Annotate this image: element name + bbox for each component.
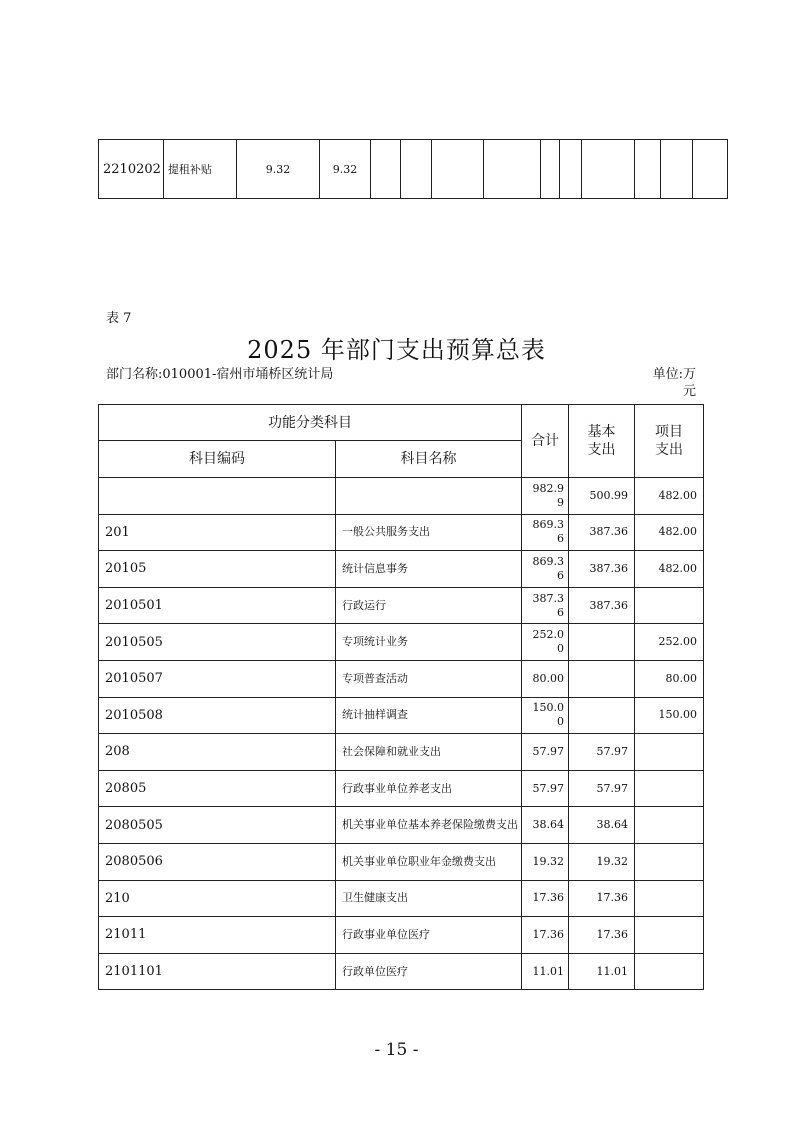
row-name: 卫生健康支出 bbox=[336, 880, 522, 917]
row-project: 482.00 bbox=[635, 478, 704, 515]
row-name: 行政运行 bbox=[336, 587, 522, 624]
row-project bbox=[635, 587, 704, 624]
row-code: 2010507 bbox=[99, 660, 336, 697]
empty-cell bbox=[401, 140, 431, 199]
row-basic: 17.36 bbox=[569, 917, 635, 954]
row-code: 21011 bbox=[99, 917, 336, 954]
row-basic: 57.97 bbox=[569, 734, 635, 771]
page-number: - 15 - bbox=[374, 1040, 419, 1060]
row-project bbox=[635, 734, 704, 771]
row-name: 提租补贴 bbox=[163, 140, 236, 199]
row-total: 869.36 bbox=[522, 514, 569, 551]
row-project: 80.00 bbox=[635, 660, 704, 697]
row-basic: 387.36 bbox=[569, 587, 635, 624]
row-name: 机关事业单位职业年金缴费支出 bbox=[336, 843, 522, 880]
row-name: 一般公共服务支出 bbox=[336, 514, 522, 551]
row-basic: 19.32 bbox=[569, 843, 635, 880]
header-basic: 基本支出 bbox=[569, 405, 635, 478]
row-basic: 38.64 bbox=[569, 807, 635, 844]
empty-cell bbox=[559, 140, 581, 199]
table-row bbox=[99, 140, 728, 199]
empty-cell bbox=[660, 140, 692, 199]
department-name: 部门名称:010001-宿州市埇桥区统计局 bbox=[106, 367, 334, 382]
unit-label: 单位:万元 bbox=[652, 367, 696, 399]
empty-cell bbox=[484, 140, 541, 199]
row-name: 统计信息事务 bbox=[336, 551, 522, 588]
row-project: 482.00 bbox=[635, 551, 704, 588]
row-code bbox=[99, 478, 336, 515]
row-code: 2101101 bbox=[99, 953, 336, 990]
empty-cell bbox=[541, 140, 559, 199]
row-total: 80.00 bbox=[522, 660, 569, 697]
expenditure-budget-table bbox=[98, 404, 704, 990]
row-project bbox=[635, 843, 704, 880]
table-row bbox=[99, 660, 704, 697]
row-name: 行政单位医疗 bbox=[336, 953, 522, 990]
row-basic: 17.36 bbox=[569, 880, 635, 917]
table-row bbox=[99, 807, 704, 844]
header-total: 合计 bbox=[522, 405, 569, 478]
table-row bbox=[99, 843, 704, 880]
row-basic: 11.01 bbox=[569, 953, 635, 990]
row-code: 20105 bbox=[99, 551, 336, 588]
row-total: 19.32 bbox=[522, 843, 569, 880]
row-name: 机关事业单位基本养老保险缴费支出 bbox=[336, 807, 522, 844]
row-total: 57.97 bbox=[522, 770, 569, 807]
empty-cell bbox=[431, 140, 484, 199]
row-basic bbox=[569, 624, 635, 661]
row-basic bbox=[569, 660, 635, 697]
row-project: 150.00 bbox=[635, 697, 704, 734]
row-total: 150.00 bbox=[522, 697, 569, 734]
page-title: 2025 年部门支出预算总表 bbox=[247, 336, 546, 364]
continued-table bbox=[98, 139, 728, 199]
row-code: 20805 bbox=[99, 770, 336, 807]
table-row bbox=[99, 953, 704, 990]
table-row bbox=[99, 587, 704, 624]
row-code: 2080505 bbox=[99, 807, 336, 844]
table-row bbox=[99, 478, 704, 515]
row-basic: 387.36 bbox=[569, 551, 635, 588]
table-row bbox=[99, 551, 704, 588]
table-row bbox=[99, 917, 704, 954]
empty-cell bbox=[581, 140, 634, 199]
row-code: 210 bbox=[99, 880, 336, 917]
row-total: 252.00 bbox=[522, 624, 569, 661]
row-project: 482.00 bbox=[635, 514, 704, 551]
table-row bbox=[99, 880, 704, 917]
table-row bbox=[99, 624, 704, 661]
row-code: 2010508 bbox=[99, 697, 336, 734]
header-name: 科目名称 bbox=[336, 441, 522, 478]
row-total: 38.64 bbox=[522, 807, 569, 844]
row-basic: 57.97 bbox=[569, 770, 635, 807]
empty-cell bbox=[370, 140, 400, 199]
row-code: 2010505 bbox=[99, 624, 336, 661]
header-row bbox=[99, 405, 704, 441]
row-total: 11.01 bbox=[522, 953, 569, 990]
row-project bbox=[635, 770, 704, 807]
row-code: 208 bbox=[99, 734, 336, 771]
row-project bbox=[635, 917, 704, 954]
header-code: 科目编码 bbox=[99, 441, 336, 478]
table-row bbox=[99, 770, 704, 807]
row-name: 行政事业单位养老支出 bbox=[336, 770, 522, 807]
empty-cell bbox=[693, 140, 728, 199]
row-basic: 9.32 bbox=[320, 140, 371, 199]
header-function-category: 功能分类科目 bbox=[99, 405, 522, 441]
table-row bbox=[99, 514, 704, 551]
row-name: 专项普查活动 bbox=[336, 660, 522, 697]
row-code: 201 bbox=[99, 514, 336, 551]
row-total: 17.36 bbox=[522, 917, 569, 954]
row-project bbox=[635, 880, 704, 917]
row-name: 统计抽样调查 bbox=[336, 697, 522, 734]
row-project bbox=[635, 807, 704, 844]
row-total: 982.99 bbox=[522, 478, 569, 515]
table-label: 表 7 bbox=[106, 311, 132, 326]
row-project bbox=[635, 953, 704, 990]
row-total: 869.36 bbox=[522, 551, 569, 588]
row-total: 387.36 bbox=[522, 587, 569, 624]
row-code: 2080506 bbox=[99, 843, 336, 880]
row-basic: 500.99 bbox=[569, 478, 635, 515]
header-project: 项目支出 bbox=[635, 405, 704, 478]
row-name: 社会保障和就业支出 bbox=[336, 734, 522, 771]
row-basic: 387.36 bbox=[569, 514, 635, 551]
table-row bbox=[99, 697, 704, 734]
row-total: 9.32 bbox=[236, 140, 319, 199]
row-project: 252.00 bbox=[635, 624, 704, 661]
row-total: 17.36 bbox=[522, 880, 569, 917]
row-code: 2210202 bbox=[99, 140, 164, 199]
row-name: 专项统计业务 bbox=[336, 624, 522, 661]
row-name bbox=[336, 478, 522, 515]
table-row bbox=[99, 734, 704, 771]
row-basic bbox=[569, 697, 635, 734]
row-code: 2010501 bbox=[99, 587, 336, 624]
row-name: 行政事业单位医疗 bbox=[336, 917, 522, 954]
empty-cell bbox=[634, 140, 660, 199]
row-total: 57.97 bbox=[522, 734, 569, 771]
